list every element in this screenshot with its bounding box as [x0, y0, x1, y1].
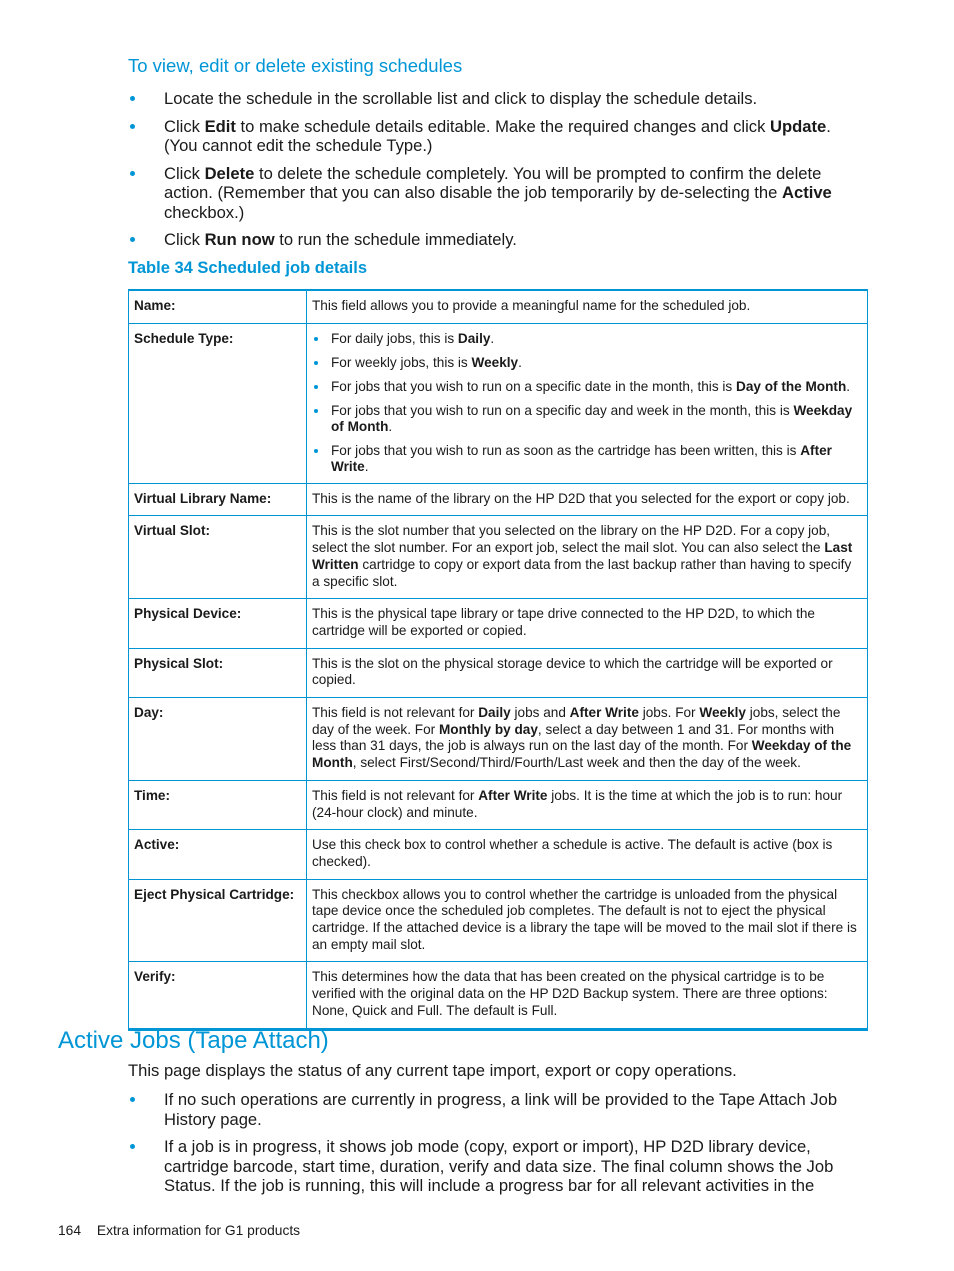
- field-description-cell: This checkbox allows you to control whether the cartridge is unloaded from the physical tape device once the scheduled job completes. The default is not to eject the physical cartridge. If the attached device is a library the tape will be moved to the mail slot if there is an empty mail slot.: [307, 879, 868, 962]
- field-name-cell: Physical Slot:: [129, 648, 307, 697]
- bullet-icon: [130, 124, 135, 129]
- table-row: [129, 962, 868, 1029]
- list-item: For jobs that you wish to run as soon as the cartridge has been written, this is After Write.: [312, 443, 862, 475]
- field-description-cell: This field allows you to provide a meaningful name for the scheduled job.: [307, 290, 868, 323]
- field-name-cell: Time:: [129, 780, 307, 829]
- table-row: [129, 698, 868, 781]
- schedule-type-list: [312, 331, 862, 475]
- bullet-icon: [130, 1097, 135, 1102]
- table-row: [129, 879, 868, 962]
- list-item: If a job is in progress, it shows job mode (copy, export or import), HP D2D library device, cartridge barcode, start time, duration, verify and data size. The final column shows the Job Status. If the job is running, this will include a progress bar for all relevant activities in the: [128, 1137, 863, 1196]
- table-row: [129, 516, 868, 599]
- bold-term: Run now: [204, 230, 275, 249]
- bold-term: Weekly: [471, 354, 519, 370]
- field-name-cell: Schedule Type:: [129, 323, 307, 483]
- field-description-cell: This is the slot number that you selected on the library on the HP D2D. For a copy job, select the slot number. For an export job, select the mail slot. You can also select the Last Written cartridge to copy or export data from the last backup rather than having to specify a specific slot.: [307, 516, 868, 599]
- table-row: [129, 648, 868, 697]
- bullet-icon: [314, 409, 318, 413]
- bold-term: Day of the Month: [736, 378, 847, 394]
- bold-term: Update: [770, 116, 827, 136]
- bullet-icon: [314, 337, 318, 341]
- list-item: For weekly jobs, this is Weekly.: [312, 355, 862, 371]
- bold-term: Active: [781, 183, 832, 202]
- field-description-cell: This is the name of the library on the HP D2D that you selected for the export or copy job.: [307, 483, 868, 516]
- field-name-cell: Eject Physical Cartridge:: [129, 879, 307, 962]
- field-description-cell: This determines how the data that has been created on the physical cartridge is to be verified with the original data on the HP D2D Backup system. There are three options: None, Quick and Full. The default is Full.: [307, 962, 868, 1029]
- table-row: [129, 483, 868, 516]
- field-description-cell: Use this check box to control whether a schedule is active. The default is active (box is checked).: [307, 830, 868, 879]
- field-name-cell: Name:: [129, 290, 307, 323]
- field-description-cell: This is the physical tape library or tape drive connected to the HP D2D, to which the cartridge will be exported or copied.: [307, 599, 868, 648]
- table-row: [129, 290, 868, 323]
- table-row: [129, 599, 868, 648]
- bold-term: Edit: [204, 116, 236, 136]
- bold-term: Weekly: [699, 705, 746, 721]
- list-item: Click Edit to make schedule details editable. Make the required changes and click Update. (You cannot edit the schedule Type.): [128, 117, 863, 156]
- bullet-icon: [130, 171, 135, 176]
- bold-term: Daily: [457, 330, 491, 346]
- field-description-cell: This field is not relevant for Daily jobs and After Write jobs. For Weekly jobs, select the day of the week. For Monthly by day, select a day between 1 and 31. For months with less than 31 days, the job is always run on the last day of the month. For Weekday of the Month, select First/Second/Third/Fourth/Last week and then the day of the week.: [307, 698, 868, 781]
- view-edit-delete-heading: To view, edit or delete existing schedules: [128, 55, 463, 76]
- bold-term: Daily: [478, 705, 511, 721]
- bold-term: After Write: [569, 705, 639, 721]
- field-name-cell: Active:: [129, 830, 307, 879]
- bold-term: Delete: [204, 163, 255, 183]
- list-item: For jobs that you wish to run on a specific date in the month, this is Day of the Month.: [312, 379, 862, 395]
- bullet-icon: [314, 449, 318, 453]
- bold-term: Last Written: [312, 540, 853, 572]
- list-item: For jobs that you wish to run on a specific day and week in the month, this is Weekday of Month.: [312, 403, 862, 435]
- bold-term: Weekday of Month: [331, 402, 853, 434]
- field-name-cell: Verify:: [129, 962, 307, 1029]
- bullet-icon: [314, 361, 318, 365]
- bold-term: After Write: [331, 442, 832, 474]
- page-number: 164: [58, 1223, 82, 1238]
- scheduled-job-details-table: [128, 289, 868, 1031]
- bullet-icon: [130, 96, 135, 101]
- table-row: [129, 830, 868, 879]
- table-row: [129, 323, 868, 483]
- bullet-icon: [314, 385, 318, 389]
- table-caption: Table 34 Scheduled job details: [128, 259, 368, 277]
- field-name-cell: Physical Device:: [129, 599, 307, 648]
- field-description-cell: [307, 323, 868, 483]
- schedule-actions-list: [128, 89, 863, 258]
- field-description-cell: This is the slot on the physical storage device to which the cartridge will be exported or copied.: [307, 648, 868, 697]
- active-jobs-intro: This page displays the status of any current tape import, export or copy operations.: [128, 1061, 737, 1080]
- field-name-cell: Virtual Library Name:: [129, 483, 307, 516]
- active-jobs-list: [128, 1090, 863, 1204]
- footer-section-title: Extra information for G1 products: [96, 1223, 301, 1238]
- field-description-cell: This field is not relevant for After Write jobs. It is the time at which the job is to run: hour (24-hour clock) and minute.: [307, 780, 868, 829]
- field-name-cell: Day:: [129, 698, 307, 781]
- list-item: For daily jobs, this is Daily.: [312, 331, 862, 347]
- list-item: Locate the schedule in the scrollable list and click to display the schedule details.: [128, 89, 863, 109]
- bullet-icon: [130, 1144, 135, 1149]
- bold-term: After Write: [478, 787, 548, 803]
- active-jobs-heading: Active Jobs (Tape Attach): [58, 1027, 329, 1054]
- table-row: [129, 780, 868, 829]
- bullet-icon: [130, 237, 135, 242]
- list-item: Click Run now to run the schedule immediately.: [128, 230, 863, 250]
- list-item: If no such operations are currently in progress, a link will be provided to the Tape Attach Job History page.: [128, 1090, 863, 1129]
- bold-term: Weekday of the Month: [312, 738, 852, 771]
- bold-term: Monthly by day: [438, 721, 538, 737]
- field-name-cell: Virtual Slot:: [129, 516, 307, 599]
- page-footer: [58, 1223, 300, 1238]
- list-item: Click Delete to delete the schedule completely. You will be prompted to confirm the delete action. (Remember that you can also disable the job temporarily by de-selecting the Active checkbox.): [128, 164, 863, 223]
